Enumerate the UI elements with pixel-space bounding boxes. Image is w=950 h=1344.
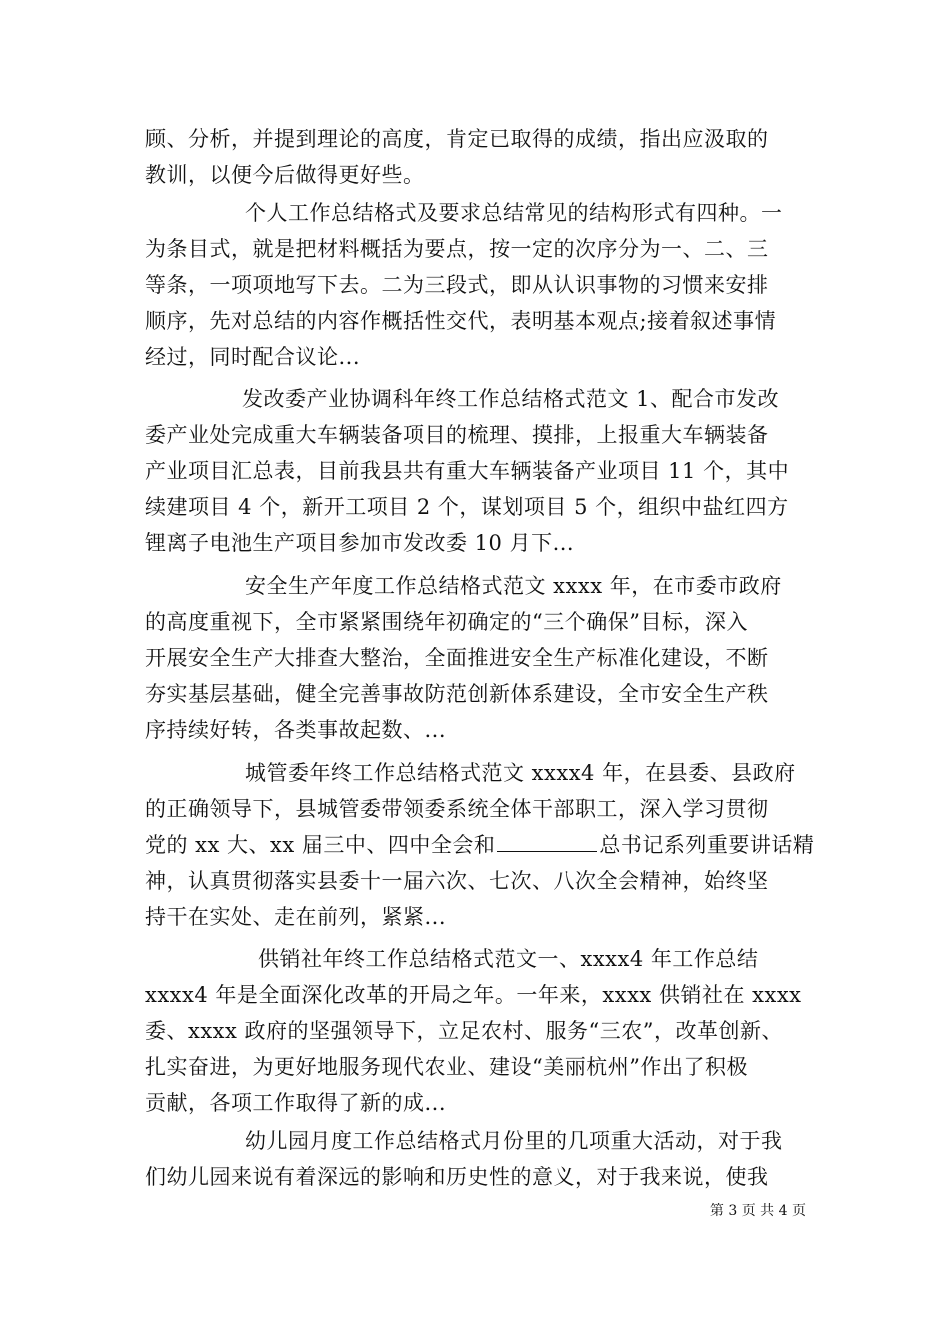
text-line: 夯实基层基础，健全完善事故防范创新体系建设，全市安全生产秩: [145, 682, 769, 706]
paragraph-first-line: 发改委产业协调科年终工作总结格式范文 1、配合市发改: [242, 387, 780, 411]
text-line: 顺序，先对总结的内容作概括性交代，表明基本观点;接着叙述事情: [145, 309, 777, 333]
paragraph-first-line: 供销社年终工作总结格式范文一、xxxx4 年工作总结: [258, 947, 759, 971]
text-line: 持干在实处、走在前列，紧紧...: [145, 905, 447, 929]
text-line: 经过，同时配合议论...: [145, 345, 361, 369]
text-line: 的高度重视下，全市紧紧围绕年初确定的“三个确保”目标，深入: [145, 610, 748, 634]
text-line-with-blank: [145, 827, 814, 863]
text-line: xxxx4 年是全面深化改革的开局之年。一年来，xxxx 供销社在 xxxx: [145, 983, 802, 1007]
text-line: 贡献，各项工作取得了新的成...: [145, 1091, 447, 1115]
text-line: 锂离子电池生产项目参加市发改委 10 月下...: [145, 531, 575, 555]
text-line: 们幼儿园来说有着深远的影响和历史性的意义，对于我来说，使我: [145, 1165, 769, 1189]
text-line: 神，认真贯彻落实县委十一届六次、七次、八次全会精神，始终坚: [145, 869, 769, 893]
paragraph-first-line: 安全生产年度工作总结格式范文 xxxx 年，在市委市政府: [245, 574, 782, 598]
text-line: 序持续好转，各类事故起数、...: [145, 718, 447, 742]
text-line: 开展安全生产大排查大整治，全面推进安全生产标准化建设，不断: [145, 646, 769, 670]
text-line: 等条，一项项地写下去。二为三段式，即从认识事物的习惯来安排: [145, 273, 769, 297]
page-number: 第 3 页 共 4 页: [709, 1203, 806, 1219]
text-line: 的正确领导下，县城管委带领委系统全体干部职工，深入学习贯彻: [145, 797, 769, 821]
text-line: 续建项目 4 个，新开工项目 2 个，谋划项目 5 个，组织中盐红四方: [145, 495, 789, 519]
text-line: 为条目式，就是把材料概括为要点，按一定的次序分为一、二、三: [145, 237, 769, 261]
fill-in-blank: [497, 833, 597, 852]
text-line: 委产业处完成重大车辆装备项目的梳理、摸排，上报重大车辆装备: [145, 423, 769, 447]
text-line: 扎实奋进，为更好地服务现代农业、建设“美丽杭州”作出了积极: [145, 1055, 748, 1079]
text-line: 委、xxxx 政府的坚强领导下，立足农村、服务“三农”，改革创新、: [145, 1019, 784, 1043]
paragraph-first-line: 个人工作总结格式及要求总结常见的结构形式有四种。一: [245, 201, 783, 225]
paragraph-first-line: 幼儿园月度工作总结格式月份里的几项重大活动，对于我: [245, 1129, 783, 1153]
text-segment: 总书记系列重要讲话精: [599, 833, 815, 857]
text-line: 顾、分析，并提到理论的高度，肯定已取得的成绩，指出应汲取的: [145, 127, 769, 151]
text-line: 教训，以便今后做得更好些。: [145, 163, 425, 187]
paragraph-first-line: 城管委年终工作总结格式范文 xxxx4 年，在县委、县政府: [245, 761, 796, 785]
text-line: 产业项目汇总表，目前我县共有重大车辆装备产业项目 11 个，其中: [145, 459, 790, 483]
text-segment: 党的 xx 大、xx 届三中、四中全会和: [145, 833, 496, 857]
